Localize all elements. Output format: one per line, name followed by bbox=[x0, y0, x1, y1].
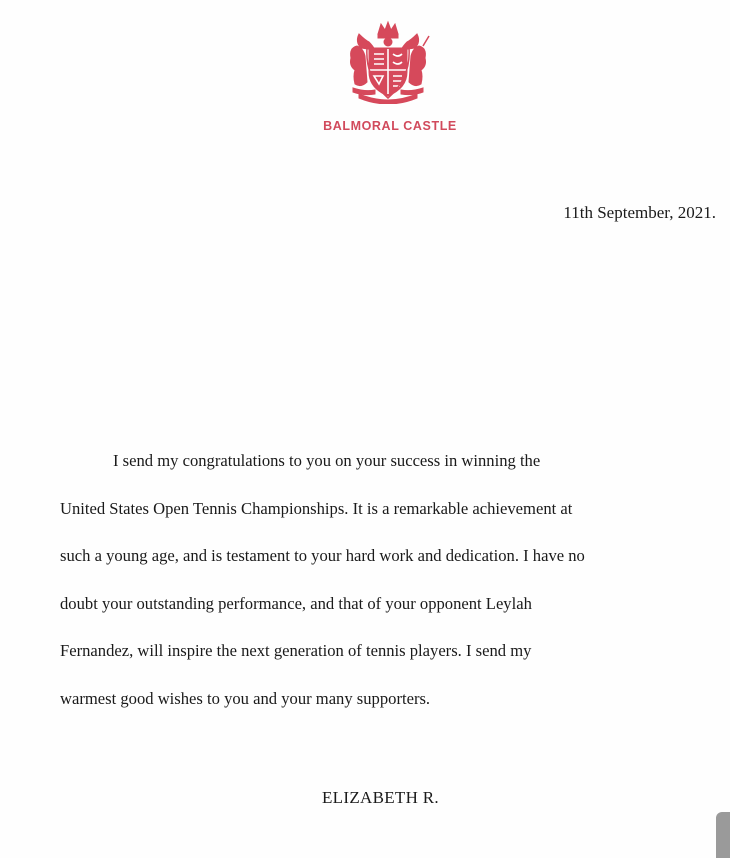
scrollbar-thumb[interactable] bbox=[716, 812, 730, 858]
letter-body-line: doubt your outstanding performance, and that of your opponent Leylah bbox=[60, 593, 532, 613]
royal-coat-of-arms-icon bbox=[345, 18, 431, 104]
letter-body-line: I send my congratulations to you on your success in winning the bbox=[113, 451, 541, 470]
letterhead-address: BALMORAL CASTLE bbox=[323, 119, 457, 133]
letter-body-line: United States Open Tennis Championships. It is a remarkable achievement at bbox=[60, 498, 573, 518]
letter-body-line: Fernandez, will inspire the next generation of tennis players. I send my bbox=[60, 641, 532, 660]
letter-body bbox=[60, 437, 720, 722]
letter-body-line: such a young age, and is testament to your hard work and dedication. I have no bbox=[60, 546, 585, 565]
letter-body-line: warmest good wishes to you and your many supporters. bbox=[60, 688, 431, 708]
letter-date: 11th September, 2021. bbox=[563, 203, 716, 222]
signature: ELIZABETH R. bbox=[322, 788, 439, 807]
